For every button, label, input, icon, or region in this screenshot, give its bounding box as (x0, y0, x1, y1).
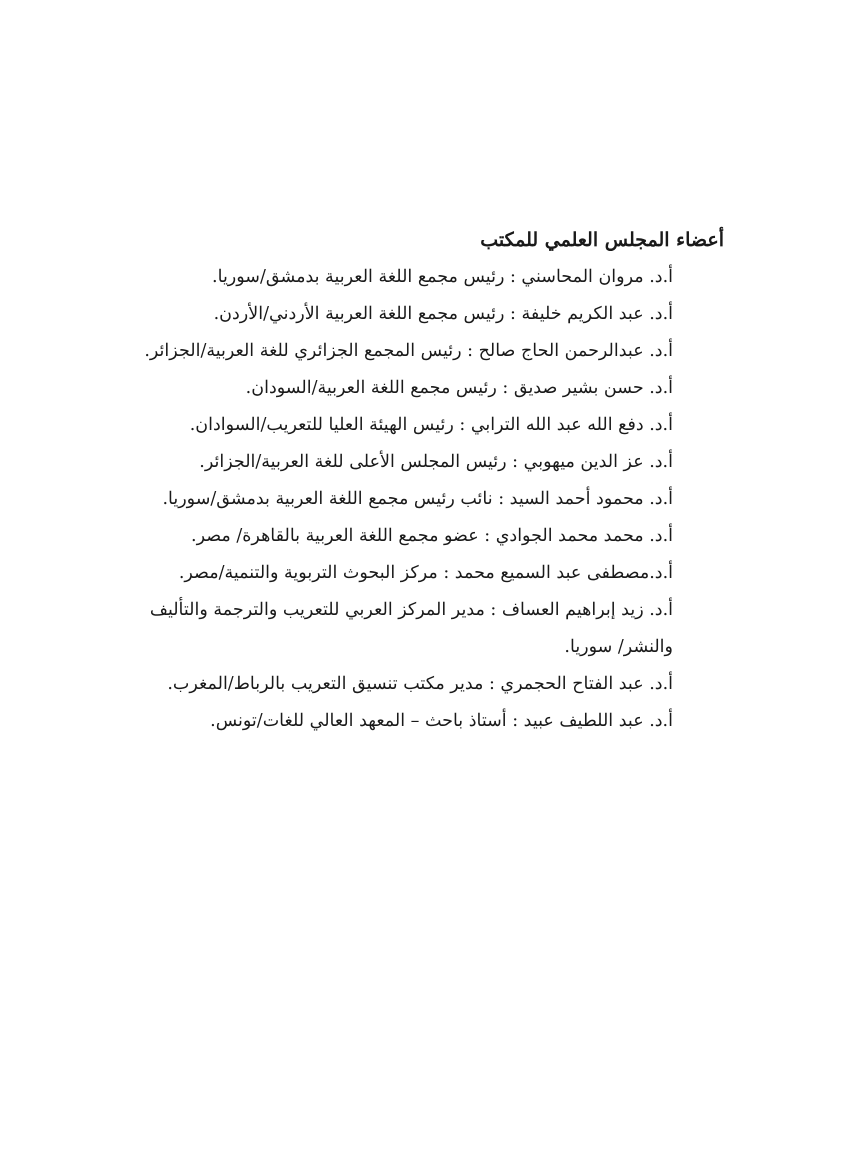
document-page (118, 222, 724, 740)
member-item: أ.د. عبد الكريم خليفة : رئيس مجمع اللغة العربية الأردني/الأردن. (213, 304, 673, 324)
member-item: أ.د. محمود أحمد السيد : نائب رئيس مجمع اللغة العربية بدمشق/سوريا. (162, 489, 673, 509)
member-item: أ.د. عبد الفتاح الحجمري : مدير مكتب تنسيق التعريب بالرباط/المغرب. (167, 674, 673, 694)
member-item: أ.د. عز الدين ميهوبي : رئيس المجلس الأعلى للغة العربية/الجزائر. (199, 452, 673, 472)
member-item: أ.د. عبد اللطيف عبيد : أستاذ باحث – المعهد العالي للغات/تونس. (210, 711, 673, 731)
member-item: أ.د. حسن بشير صديق : رئيس مجمع اللغة العربية/السودان. (245, 378, 673, 398)
member-item: أ.د. مروان المحاسني : رئيس مجمع اللغة العربية بدمشق/سوريا. (212, 267, 673, 287)
member-list (118, 259, 724, 740)
member-item: أ.د. محمد محمد الجوادي : عضو مجمع اللغة العربية بالقاهرة/ مصر. (191, 526, 673, 546)
member-item: أ.د. زيد إبراهيم العساف : مدير المركز العربي للتعريب والترجمة والتأليف والنشر/ سوريا. (149, 600, 673, 657)
member-item: أ.د.مصطفى عبد السميع محمد : مركز البحوث التربوية والتنمية/مصر. (178, 563, 673, 583)
section-heading: أعضاء المجلس العلمي للمكتب (480, 229, 724, 251)
member-item: أ.د. عبدالرحمن الحاج صالح : رئيس المجمع الجزائري للغة العربية/الجزائر. (144, 341, 673, 361)
member-item: أ.د. دفع الله عبد الله الترابي : رئيس الهيئة العليا للتعريب/السوادان. (189, 415, 673, 435)
